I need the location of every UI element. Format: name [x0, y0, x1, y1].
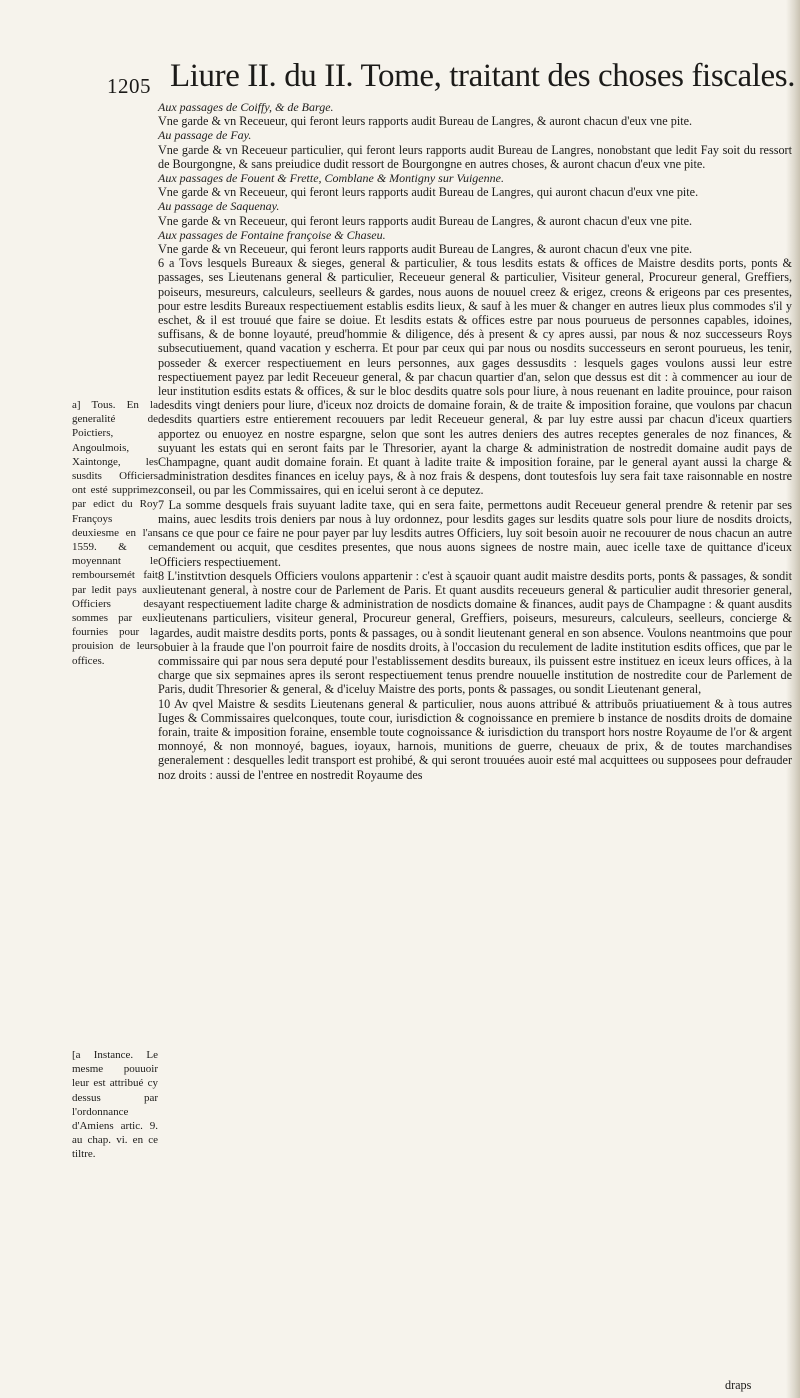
section-paragraph: Vne garde & vn Receueur particulier, qui feront leurs rapports audit Bureau de Langres, nonobstant que ledit Fay soit du ressort de Bourgongne, & sans preiudice dudit ressort de Bourgongne en autres choses, & auront chacun d'eux vne pite. [158, 142, 792, 171]
catchword: draps [725, 1378, 752, 1392]
page-number: 1205 [107, 74, 151, 98]
section-heading: Au passage de Saquenay. [158, 199, 280, 214]
article-text: Av qvel Maistre & sesdits Lieutenans general & particulier, nous auons attribué & attribuõs priuatiuement & à tous autres Iuges & Commissaires quelconques, toute cour, iurisdiction & cognoissance en premiere b instance de nosdits droits de domaine forain, traite & imposition foraine, ensemble toute cognoissance & iurisdiction du transport hors nostre Royaume de l'or & argent monnoyé, & non monnoyé, bagues, ioyaux, harnois, munitions de guerre, cheuaux de prix, & de toutes marchandises generalement : desquelles ledit transport est prohibé, & qui seront trouuées auoir esté mal acquittees ou supposees pour defrauder noz droits : aussi de l'entree en nostredit Royaume des [158, 696, 793, 782]
article-text: L'institvtion desquels Officiers voulons appartenir : c'est à sçauoir quant audit maistre desdits ports, ponts & passages, & sondit lieutenant general, à nostre cour de Parlement de Paris. Et quant ausdits receueurs general & particulier audit thresorier general, ayant respectiuement ladite charge & administration de nosdicts domaine & finances, audit pays de Champagne : & quant ausdits lieutenans particuliers, visiteur general, Procureur general, Greffiers, poiseurs, mesureurs, calculeurs, seelleurs, concierge & gardes, audit maistre desdits ports, ponts & passages, ou à sondit lieutenant general en son absence. Voulons neantmoins que pour obuier à la fraude que l'on pourroit faire de nosdits droits, à l'occasion du reculement de ladite institution esdits offices, que par le commissaire qui par nous sera deputé pour l'establissement desdits bureaux, ils puissent estre instituez en iceux leurs offices, à la charge que six sepmaines apres ils seront respectiuement tenus prendre nouuelle institution de nostredite cour de Parlement de Paris, dudit Thresorier & general, & d'iceluy Maistre des ports, ponts & passages, ou sondit Lieutenant general, [158, 568, 793, 697]
running-title: Liure II. du II. Tome, traitant des choses fiscales. [170, 58, 796, 94]
article-6 [158, 256, 792, 497]
section-paragraph: Vne garde & vn Receueur, qui feront leurs rapports audit Bureau de Langres, & auront chacun d'eux vne pite. [158, 242, 693, 257]
article-text: La somme desquels frais suyuant ladite taxe, qui en sera faite, permettons audit Receueur general prendre & retenir par ses mains, auec lesdits trois deniers par nous à luy ordonnez, pour lesdits gages sur lesdits quatre sols pour liure de nosdits droicts, sans ce que pour ce faire ne pour payer par luy lesdits autres Officiers, luy soit besoin auoir ne recouurer de nous chacun an autre mandement ou acquit, que cesdites presentes, que nous auons signees de nostre main, auec icelle taxe de quittance d'iceux Officiers respectiuement. [158, 497, 792, 569]
article-number: 10 [158, 696, 171, 711]
article-8 [158, 569, 792, 697]
page-header [0, 52, 800, 98]
margin-note: [a Instance. Le mesme pouuoir leur est attribué cy dessus par l'ordonnance d'Amiens artic. 9. au chap. vi. en ce tiltre. [72, 1049, 158, 1161]
article-7 [158, 498, 792, 569]
section-heading: Aux passages de Fontaine françoise & Chaseu. [158, 227, 386, 242]
article-text: a Tovs lesquels Bureaux & sieges, general & particulier, & tous lesdits estats & offices de Maistre desdits ports, ponts & passages, ses Lieutenans general & particulier, Receueur general & particulier, Visiteur general, Procureur general, Greffiers, poiseurs, mesureurs, calculeurs, seelleurs & gardes, nous auons de nouuel creez & erigez, creons & erigeons par ces presentes, pour estre lesdits Bureaux respectiuement establis esdits lieux, & sauf à les muer & changer en autres lieux plus commodes s'il y eschet, & il est trouué que faire se doiue. Et lesdits estats & offices estre par nous pourueus de personnes capables, idoines, suffisans, & de bonne loyauté, preud'hommie & diligence, dés à present & cy apres aussi, par nous & noz successeurs Roys subsecutiuement, quand vacation y escherra. Et pour par ceux qui par nous ou nosdits successeurs en seront pourueus, les tenir, posseder & exercer respectiuement en leurs personnes, aux gages dessusdits : lesquels gages voulons aussi leur estre respectiuement payez par ledit Receueur general, & par chacun quartier d'an, selon que dessus est dit : à commencer au iour de leur institution esdits estats & offices, & sur le bloc desdits quatre sols pour liure, à nous reuenant en ladite prouince, pour raison desdits vingt deniers pour liure, d'iceux noz droicts de domaine forain, & de traite & imposition foraine, que voulons par chacun desdits quartiers estre entierement recouuers par ledit Receueur general, & par luy estre aussi par chacun d'iceux quartiers apportez ou enuoyez en nostre espargne, selon que sont les autres deniers des autres receptes generales de noz finances, & suyuant les estats qui en seront faits par le Thresorier, ayant la charge & administration de nostredit domaine audit pays de Champagne, quant audit domaine forain. Et quant à ladite traite & imposition foraine, par le general ayant aussi la charge & administration desdites finances en iceluy pays, & à noz frais & despens, dont toutesfois luy sera fait taxe raisonnable en nostre conseil, ou par les Commissaires, qui en icelui seront à ce deputez. [158, 256, 792, 498]
section-heading: Au passage de Fay. [158, 128, 252, 143]
article-10 [158, 697, 792, 782]
main-text [158, 100, 792, 782]
section-paragraph: Vne garde & vn Receueur, qui feront leurs rapports audit Bureau de Langres, & auront chacun d'eux vne pite. [158, 213, 693, 228]
article-number: 7 [158, 497, 165, 512]
section-paragraph: Vne garde & vn Receueur, qui feront leurs rapports audit Bureau de Langres, & auront chacun d'eux vne pite. [158, 114, 693, 129]
section-heading: Aux passages de Fouent & Frette, Comblane & Montigny sur Vuigenne. [158, 171, 504, 186]
article-number: 6 [158, 256, 165, 271]
margin-note: a] Tous. En la generalité de Poictiers, Angoulmois, Xaintonge, les susdits Officiers ont esté supprimez par edict du Roy Françoys deuxiesme en l'an 1559. & ce moyennant le remboursemét fait par ledit pays aux Officiers des sommes par eux fournies pour la prouision de leurs offices. [72, 399, 158, 667]
section-paragraph: Vne garde & vn Receueur, qui feront leurs rapports audit Bureau de Langres, qui auront chacun d'eux vne pite. [158, 185, 699, 200]
section-heading: Aux passages de Coiffy, & de Barge. [158, 100, 334, 114]
article-number: 8 [158, 568, 165, 583]
